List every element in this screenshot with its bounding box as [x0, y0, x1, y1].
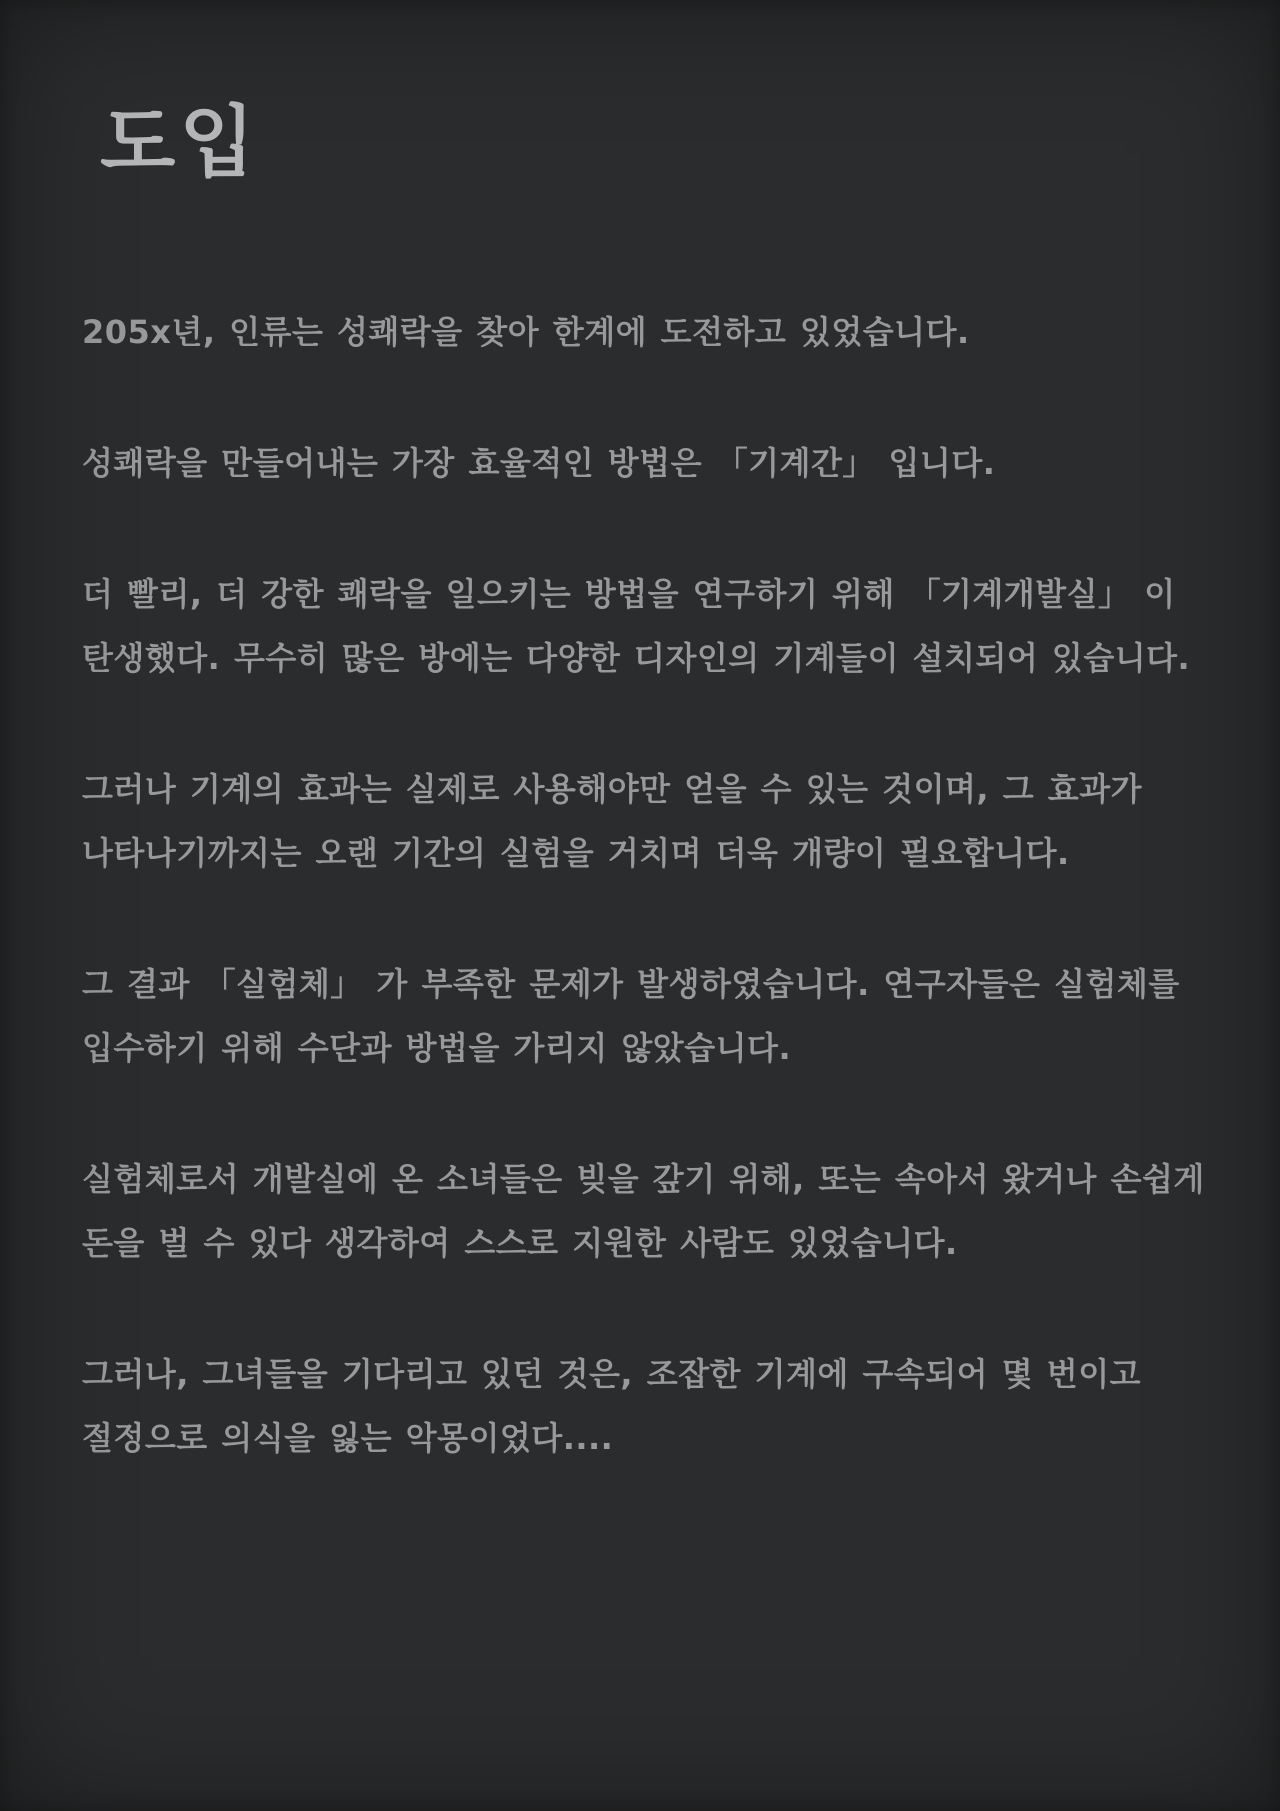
- text-line: 돈을 벌 수 있다 생각하여 스스로 지원한 사람도 있었습니다.: [82, 1224, 958, 1262]
- text-line: 그러나, 그녀들을 기다리고 있던 것은, 조잡한 기계에 구속되어 몇 번이고: [82, 1355, 1142, 1393]
- paragraph: [82, 757, 1198, 885]
- paragraph: [82, 431, 1198, 495]
- text-line: 실험체로서 개발실에 온 소녀들은 빚을 갚기 위해, 또는 속아서 왔거나 손쉽게: [82, 1160, 1205, 1198]
- text-line: 더 빨리, 더 강한 쾌락을 일으키는 방법을 연구하기 위해 「기계개발실」 이: [82, 575, 1176, 613]
- paragraph: [82, 1147, 1205, 1275]
- text-line: 그 결과 「실험체」 가 부족한 문제가 발생하였습니다. 연구자들은 실험체를: [82, 965, 1180, 1003]
- text-line: 나타나기까지는 오랜 기간의 실험을 거치며 더욱 개량이 필요합니다.: [82, 834, 1070, 872]
- paragraph: [82, 1342, 1198, 1470]
- text-line: 205x년, 인류는 성쾌락을 찾아 한계에 도전하고 있었습니다.: [82, 313, 970, 351]
- paragraph: [82, 952, 1198, 1080]
- text-line: 입수하기 위해 수단과 방법을 가리지 않았습니다.: [82, 1029, 792, 1067]
- paragraph: [82, 300, 1198, 364]
- text-line: 성쾌락을 만들어내는 가장 효율적인 방법은 「기계간」 입니다.: [82, 444, 996, 482]
- text-line: 그러나 기계의 효과는 실제로 사용해야만 얻을 수 있는 것이며, 그 효과가: [82, 770, 1143, 808]
- page-title: 도입: [100, 98, 259, 188]
- paragraph: [82, 562, 1198, 690]
- text-line: 탄생했다. 무수히 많은 방에는 다양한 디자인의 기계들이 설치되어 있습니다.: [82, 639, 1191, 677]
- text-line: 절정으로 의식을 잃는 악몽이었다....: [82, 1419, 614, 1457]
